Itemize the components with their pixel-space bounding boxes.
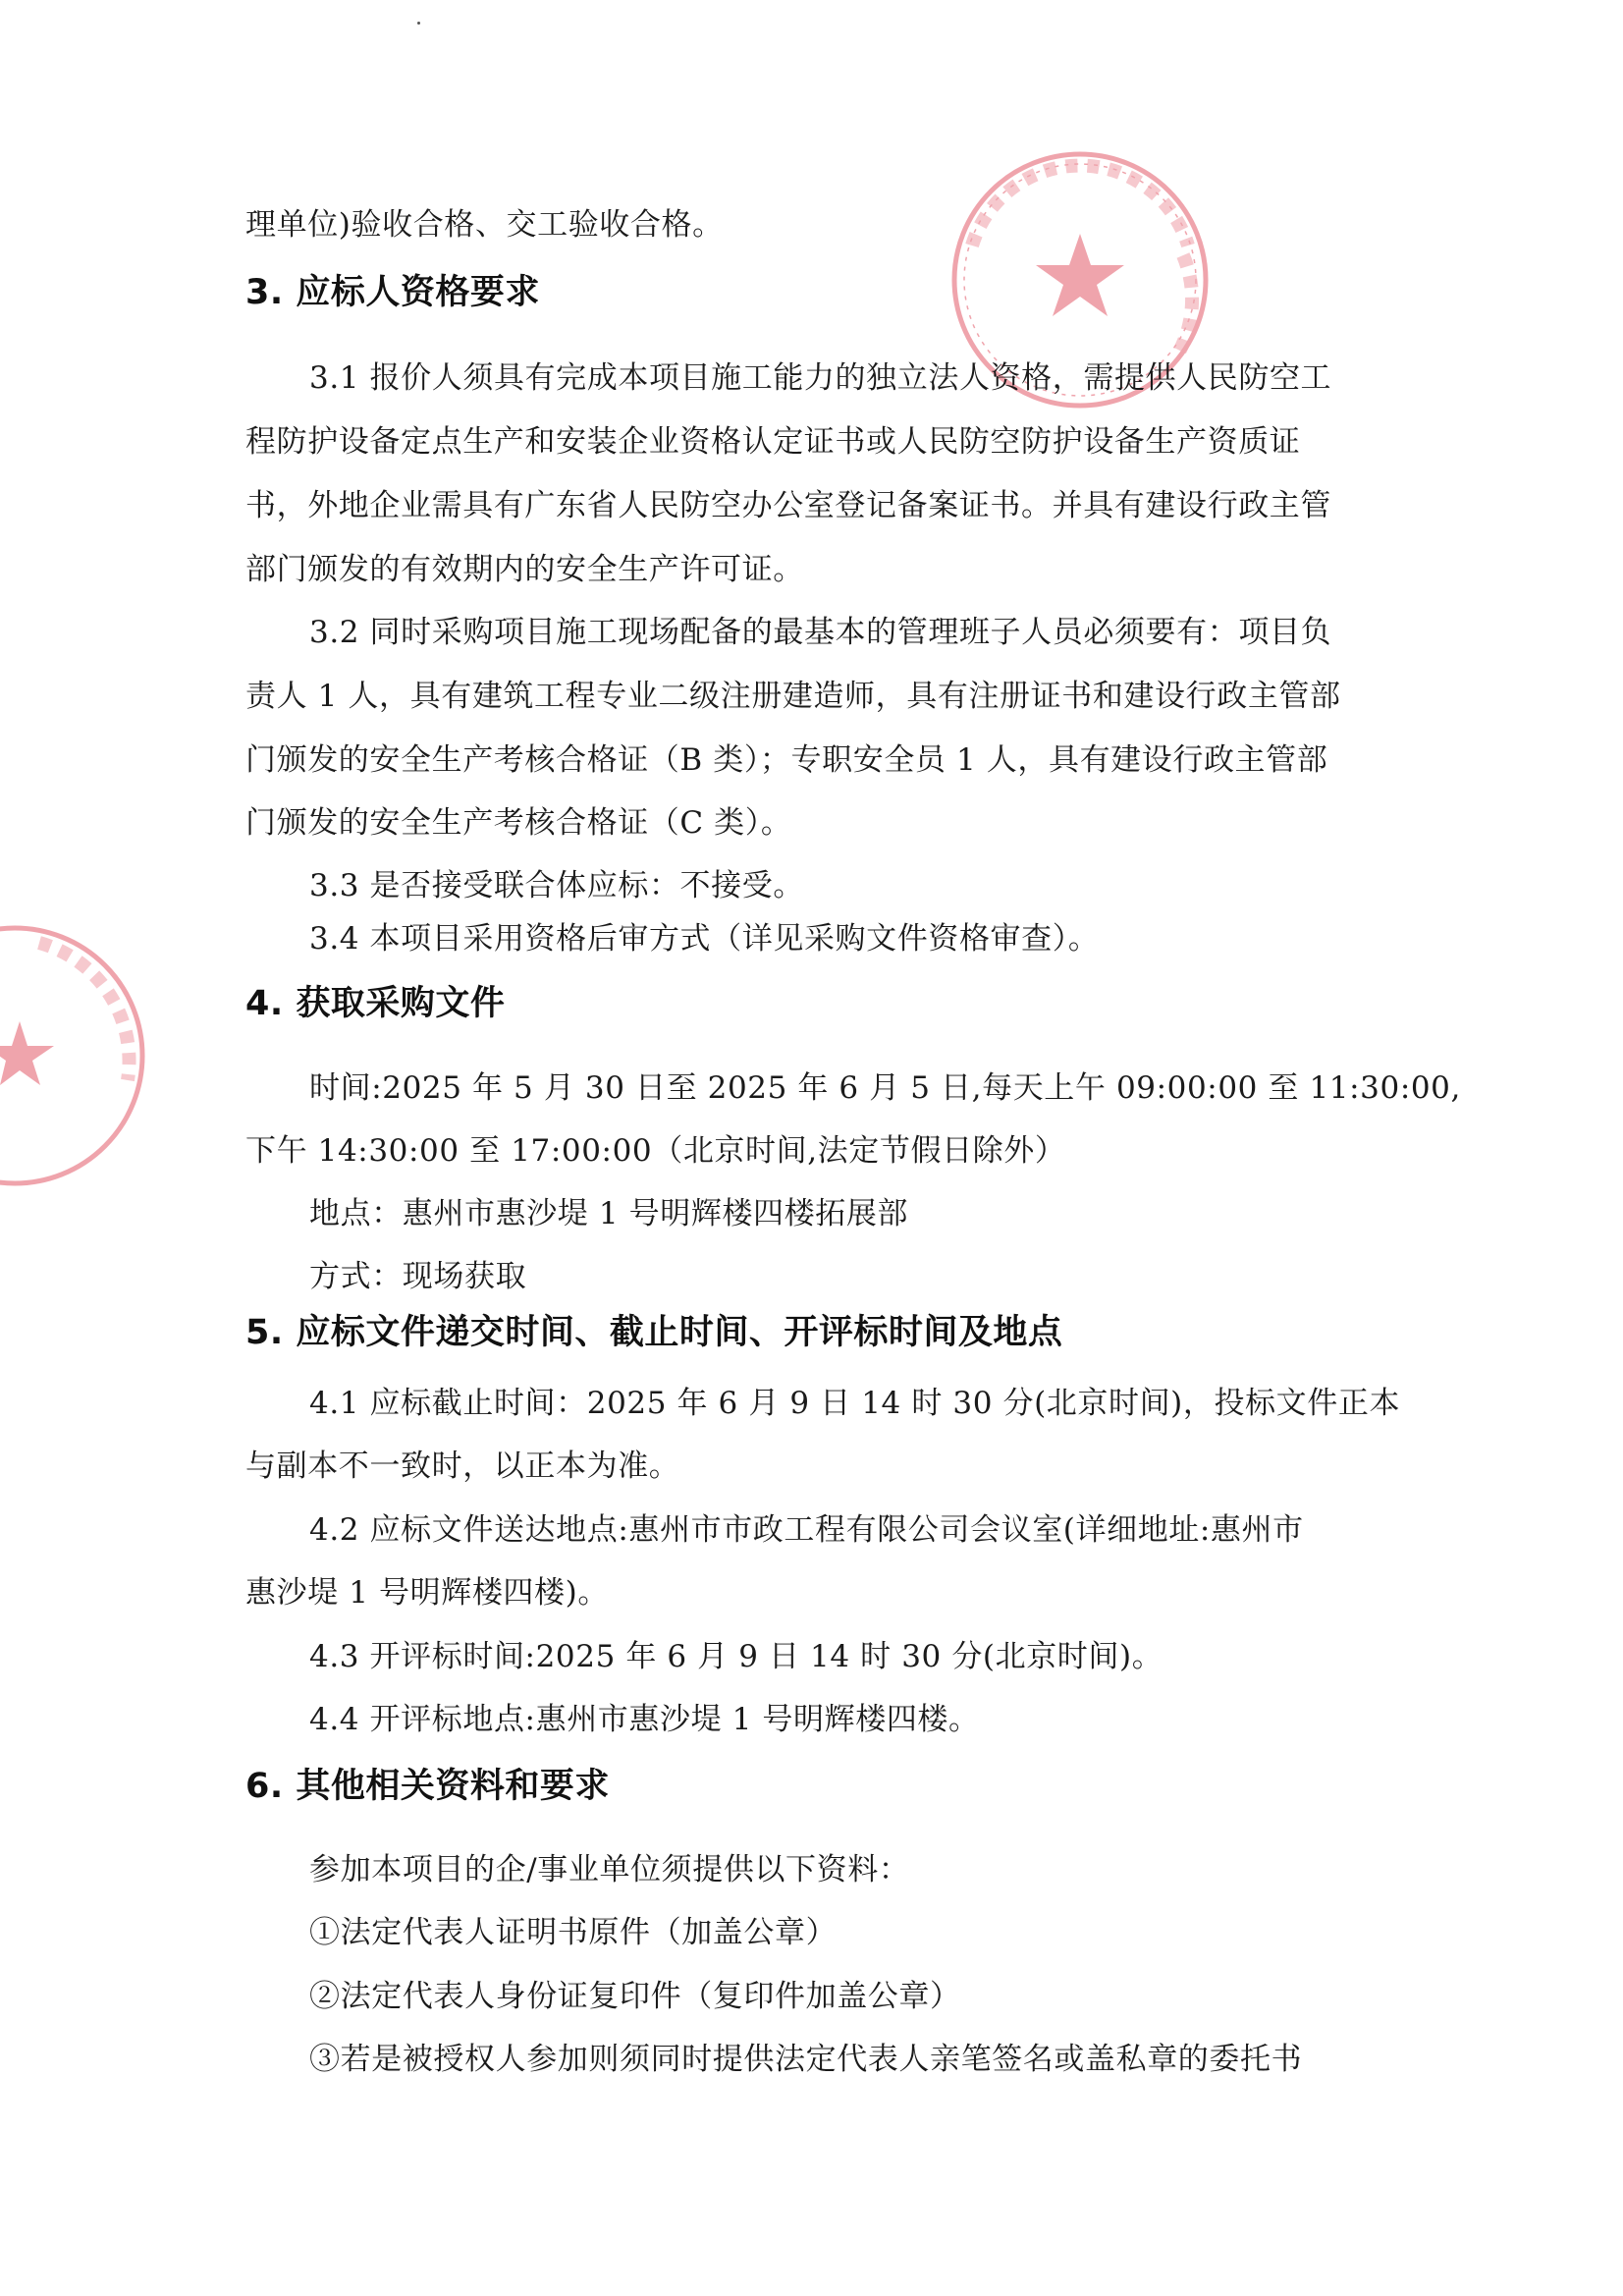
text-line: 地点：惠州市惠沙堤 1 号明辉楼四楼拓展部	[309, 1196, 909, 1231]
text-line: 门颁发的安全生产考核合格证（C 类）。	[245, 805, 792, 841]
text-line: ③若是被授权人参加则须同时提供法定代表人亲笔签名或盖私章的委托书	[309, 2042, 1303, 2077]
text-line: 下午 14:30:00 至 17:00:00（北京时间,法定节假日除外）	[245, 1133, 1066, 1169]
text-line: 4.1 应标截止时间：2025 年 6 月 9 日 14 时 30 分(北京时间)，投标文件正本	[309, 1386, 1401, 1421]
text-line: 时间:2025 年 5 月 30 日至 2025 年 6 月 5 日,每天上午 09:00:00 至 11:30:00,	[309, 1070, 1461, 1106]
text-line: 与副本不一致时，以正本为准。	[245, 1449, 680, 1484]
section-heading-5: 5. 应标文件递交时间、截止时间、开评标时间及地点	[245, 1313, 1063, 1352]
text-line: 理单位)验收合格、交工验收合格。	[245, 207, 724, 243]
text-line: 参加本项目的企/事业单位须提供以下资料：	[309, 1852, 910, 1887]
section-heading-6: 6. 其他相关资料和要求	[245, 1767, 610, 1806]
text-line: 书，外地企业需具有广东省人民防空办公室登记备案证书。并具有建设行政主管	[245, 488, 1331, 523]
text-line: 4.3 开评标时间:2025 年 6 月 9 日 14 时 30 分(北京时间)。	[309, 1639, 1163, 1674]
section-heading-4: 4. 获取采购文件	[245, 984, 506, 1023]
company-seal-left	[0, 894, 157, 1218]
text-line: 3.1 报价人须具有完成本项目施工能力的独立法人资格，需提供人民防空工	[309, 360, 1332, 396]
text-line: ①法定代表人证明书原件（加盖公章）	[309, 1915, 838, 1950]
text-line: 惠沙堤 1 号明辉楼四楼)。	[245, 1575, 609, 1611]
text-line: 责人 1 人，具有建筑工程专业二级注册建造师，具有注册证书和建设行政主管部	[245, 679, 1341, 714]
section-heading-3: 3. 应标人资格要求	[245, 273, 540, 312]
scan-speck	[417, 22, 420, 25]
text-line: 4.2 应标文件送达地点:惠州市市政工程有限公司会议室(详细地址:惠州市	[309, 1512, 1304, 1548]
text-line: 3.3 是否接受联合体应标：不接受。	[309, 868, 804, 903]
text-line: 部门颁发的有效期内的安全生产许可证。	[245, 552, 804, 587]
text-line: 门颁发的安全生产考核合格证（B 类）；专职安全员 1 人，具有建设行政主管部	[245, 742, 1328, 778]
text-line: 程防护设备定点生产和安装企业资格认定证书或人民防空防护设备生产资质证	[245, 424, 1301, 460]
text-line: 4.4 开评标地点:惠州市惠沙堤 1 号明辉楼四楼。	[309, 1702, 980, 1737]
text-line: 3.2 同时采购项目施工现场配备的最基本的管理班子人员必须要有：项目负	[309, 615, 1332, 650]
text-line: 3.4 本项目采用资格后审方式（详见采购文件资格审查）。	[309, 921, 1100, 957]
text-line: 方式：现场获取	[309, 1259, 527, 1294]
text-line: ②法定代表人身份证复印件（复印件加盖公章）	[309, 1979, 961, 2014]
